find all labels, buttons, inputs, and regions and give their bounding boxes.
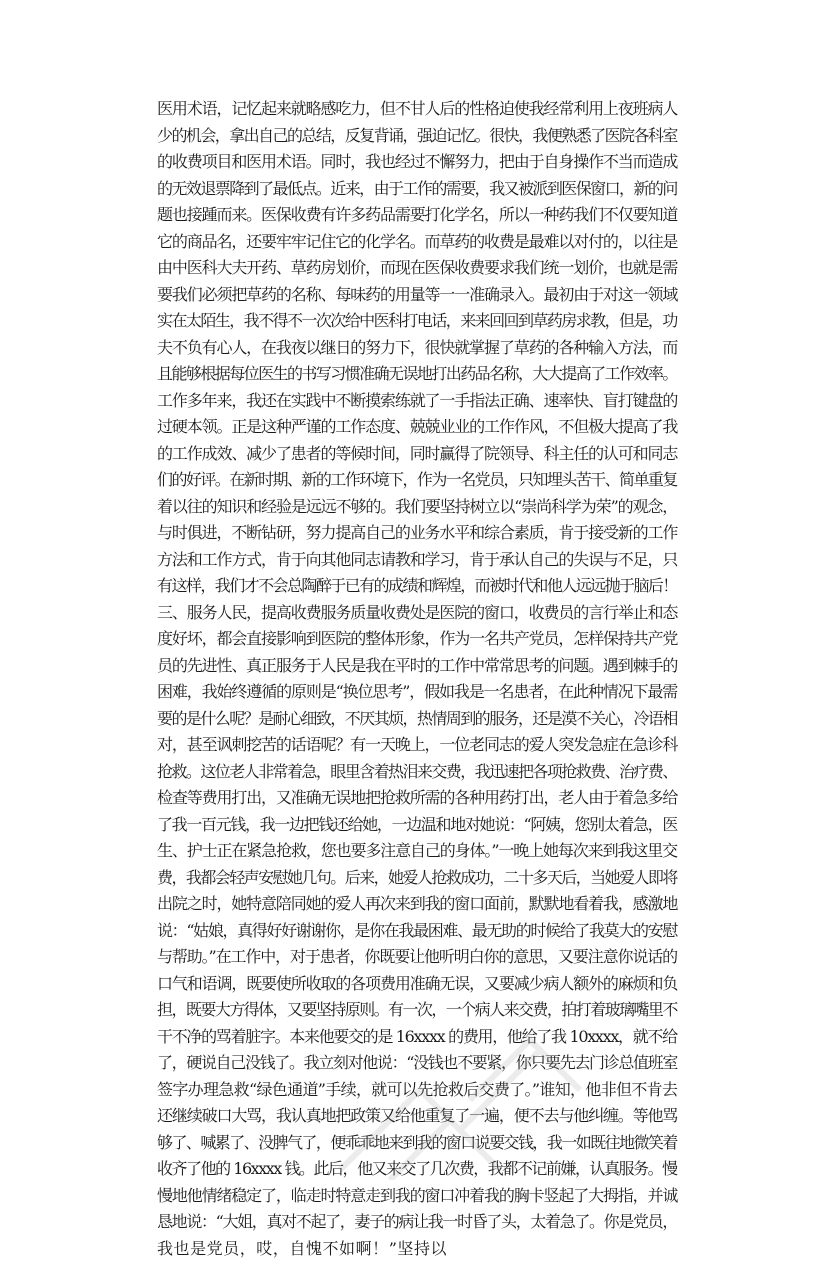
text-line: 由中医科大夫开药、草药房划价，而现在医保收费要求我们统一划价，也就是需	[157, 255, 677, 282]
text-line: 恳地说：“大姐，真对不起了，妻子的病让我一时昏了头，太着急了。你是党员，	[157, 1209, 677, 1236]
text-line: 题也接踵而来。医保收费有许多药品需要打化学名，所以一种药我们不仅要知道	[157, 202, 677, 229]
text-line: 要我们必须把草药的名称、每味药的用量等一一准确录入。最初由于对这一领域	[157, 282, 677, 309]
text-line: 说：“姑娘，真得好好谢谢你，是你在我最困难、最无助的时候给了我莫大的安慰	[157, 918, 677, 945]
text-line: 过硬本领。正是这种严谨的工作态度、兢兢业业的工作作风，不但极大提高了我	[157, 414, 677, 441]
text-line: 的收费项目和医用术语。同时，我也经过不懈努力，把由于自身操作不当而造成	[157, 149, 677, 176]
text-line: 困难，我始终遵循的原则是“换位思考”，假如我是一名患者，在此种情况下最需	[157, 679, 677, 706]
text-line: 还继续破口大骂，我认真地把政策又给他重复了一遍，便不去与他纠缠。等他骂	[157, 1103, 677, 1130]
text-line: 担，既要大方得体，又要坚持原则。有一次，一个病人来交费，拍打着玻璃嘴里不	[157, 997, 677, 1024]
text-line: 度好坏，都会直接影响到医院的整体形象，作为一名共产党员，怎样保持共产党	[157, 626, 677, 653]
text-line: 少的机会，拿出自己的总结，反复背诵，强迫记忆。很快，我便熟悉了医院各科室	[157, 123, 677, 150]
text-line: 生、护士正在紧急抢救，您也要多注意自己的身体。”一晚上她每次来到我这里交	[157, 838, 677, 865]
text-line: 与帮助。”在工作中，对于患者，你既要让他听明白你的意思，又要注意你说话的	[157, 944, 677, 971]
text-line: 要的是什么呢？是耐心细致，不厌其烦，热情周到的服务，还是漠不关心，冷语相	[157, 706, 677, 733]
text-line: 三、服务人民，提高收费服务质量收费处是医院的窗口，收费员的言行举止和态	[157, 600, 677, 627]
text-line: 实在太陌生，我不得不一次次给中医科打电话，来来回回到草药房求教，但是，功	[157, 308, 677, 335]
text-line: 了我一百元钱，我一边把钱还给她，一边温和地对她说：“阿姨，您别太着急，医	[157, 812, 677, 839]
text-line: 工作多年来，我还在实践中不断摸索练就了一手指法正确、速率快、盲打键盘的	[157, 388, 677, 415]
text-line: 的工作成效、减少了患者的等候时间，同时赢得了院领导、科主任的认可和同志	[157, 441, 677, 468]
text-line: 出院之时，她特意陪同她的爱人再次来到我的窗口面前，默默地看着我，感激地	[157, 891, 677, 918]
text-line: 与时俱进，不断钻研，努力提高自己的业务水平和综合素质，肯于接受新的工作	[157, 520, 677, 547]
text-line: 的无效退票降到了最低点。近来，由于工作的需要，我又被派到医保窗口，新的问	[157, 176, 677, 203]
text-line: 了，硬说自己没钱了。我立刻对他说：“没钱也不要紧，你只要先去门诊总值班室	[157, 1050, 677, 1077]
text-line: 够了、喊累了、没脾气了，便乖乖地来到我的窗口说要交钱，我一如既往地微笑着	[157, 1130, 677, 1157]
text-line: 检查等费用打出，又准确无误地把抢救所需的各种用药打出，老人由于着急多给	[157, 785, 677, 812]
text-line: 费，我都会轻声安慰她几句。后来，她爱人抢救成功，二十多天后，当她爱人即将	[157, 865, 677, 892]
text-line: 口气和语调，既要使所收取的各项费用准确无误，又要减少病人额外的麻烦和负	[157, 971, 677, 998]
text-line: 慢地他情绪稳定了，临走时特意走到我的窗口冲着我的胸卡竖起了大拇指，并诚	[157, 1183, 677, 1210]
text-line: 们的好评。在新时期、新的工作环境下，作为一名党员，只知埋头苦干、简单重复	[157, 467, 677, 494]
text-line: 方法和工作方式，肯于向其他同志请教和学习，肯于承认自己的失误与不足，只	[157, 547, 677, 574]
text-line: 我也是党员，哎，自愧不如啊！”坚持以	[157, 1236, 677, 1262]
text-line: 夫不负有心人，在我夜以继日的努力下，很快就掌握了草药的各种输入方法，而	[157, 335, 677, 362]
text-line: 抢救。这位老人非常着急，眼里含着热泪来交费，我迅速把各项抢救费、治疗费、	[157, 759, 677, 786]
text-line: 员的先进性、真正服务于人民是我在平时的工作中常常思考的问题。遇到棘手的	[157, 653, 677, 680]
text-line: 医用术语，记忆起来就略感吃力，但不甘人后的性格迫使我经常利用上夜班病人	[157, 96, 677, 123]
watermark-icon	[300, 980, 600, 1180]
text-line: 着以往的知识和经验是远远不够的。我们要坚持树立以“崇尚科学为荣”的观念，	[157, 494, 677, 521]
text-line: 签字办理急救“绿色通道”手续，就可以先抢救后交费了。”谁知，他非但不肯去	[157, 1077, 677, 1104]
text-line: 干不净的骂着脏字。本来他要交的是 16xxxx 的费用，他给了我 10xxxx，就不给	[157, 1024, 677, 1051]
text-line: 对，甚至讽刺挖苦的话语呢？有一天晚上，一位老同志的爱人突发急症在急诊科	[157, 732, 677, 759]
text-line: 收齐了他的 16xxxx 钱。此后，他又来交了几次费，我都不记前嫌，认真服务。慢	[157, 1156, 677, 1183]
text-line: 有这样，我们才不会总陶醉于已有的成绩和辉煌，而被时代和他人远远抛于脑后！	[157, 573, 677, 600]
text-line: 且能够根据每位医生的书写习惯准确无误地打出药品名称，大大提高了工作效率。	[157, 361, 677, 388]
text-line: 它的商品名，还要牢牢记住它的化学名。而草药的收费是最难以对付的，以往是	[157, 229, 677, 256]
